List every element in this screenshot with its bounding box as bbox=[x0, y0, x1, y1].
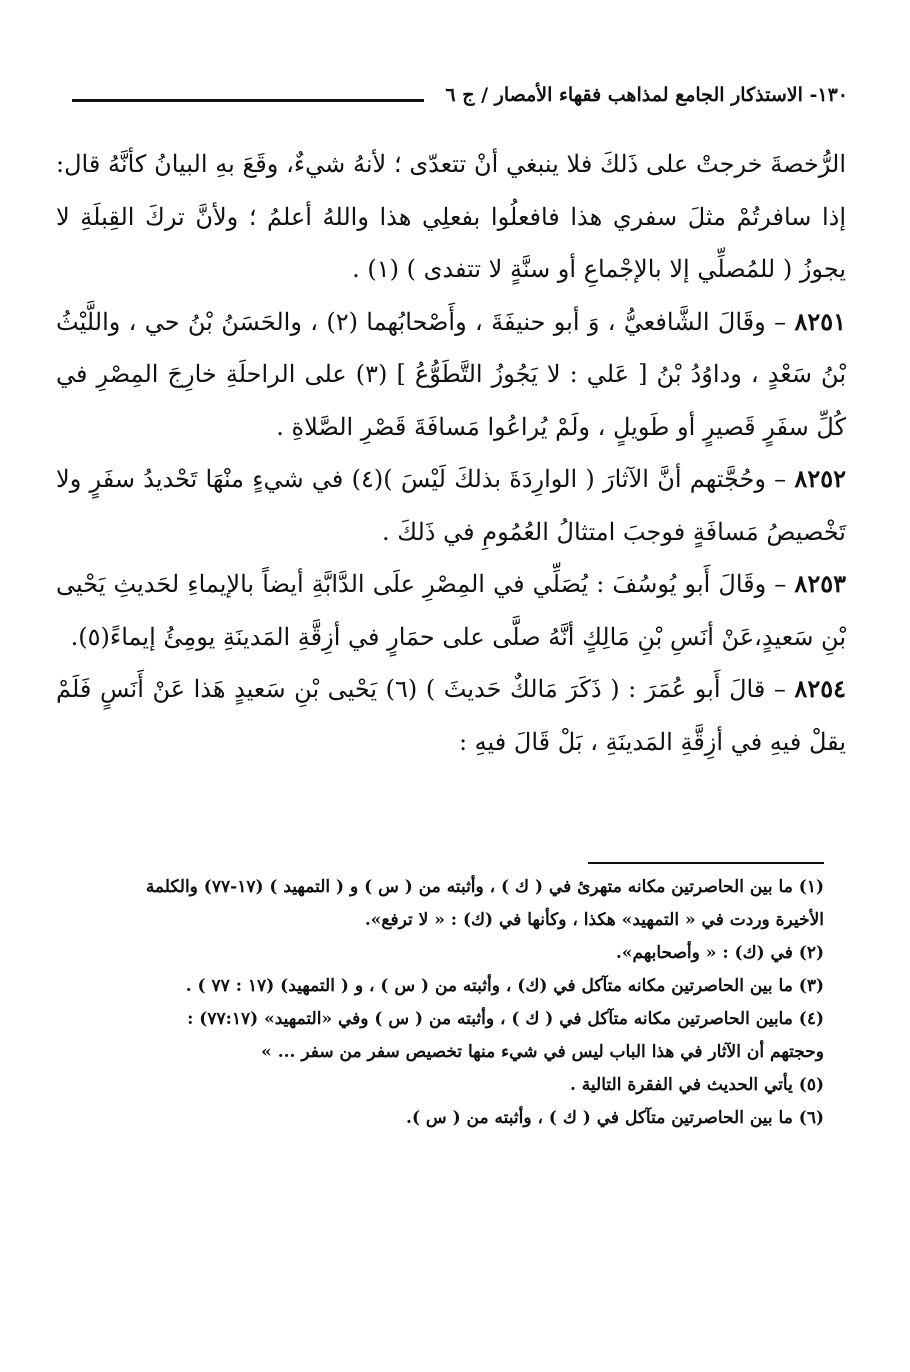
footnote-4-continuation: وحجتهم أن الآثار في هذا الباب ليس في شيء منها تخصيص سفر من سفر ... » bbox=[261, 1042, 824, 1062]
footnote-2: (٢) في (ك) : « وأصحابهم». bbox=[615, 943, 824, 963]
footnote-6: (٦) ما بين الحاصرتين متآكل في ( ك ) ، وأثبته من ( س ). bbox=[406, 1108, 824, 1128]
paragraph-number: ٨٢٥٤ bbox=[794, 674, 846, 703]
paragraph-8253 bbox=[56, 558, 846, 663]
dash: – bbox=[766, 570, 787, 598]
main-text bbox=[56, 138, 846, 768]
footnote-1: (١) ما بين الحاصرتين مكانه متهرئ في ( ك ) ، وأثبته من ( س ) و ( التمهيد ) (١٧-٧٧) والكلمة bbox=[145, 877, 824, 897]
footnote-1-continuation: الأخيرة وردت في « التمهيد» هكذا ، وكأنها في (ك) : « لا ترفع». bbox=[364, 910, 824, 930]
running-header: ١٣٠- الاستذكار الجامع لمذاهب فقهاء الأمصار / ج ٦ bbox=[445, 84, 848, 106]
dash: – bbox=[765, 465, 787, 493]
footnotes bbox=[64, 872, 824, 1136]
header-rule bbox=[72, 99, 424, 102]
footnote-4: (٤) مابين الحاصرتين مكانه متآكل في ( ك ) ، وأثبته من ( س ) وفي «التمهيد» (٧٧:١٧) : bbox=[187, 1009, 824, 1029]
paragraph-text: وحُجَّتهم أنَّ الآثارَ ( الوارِدَةَ بذلكَ لَيْسَ )(٤) في شيءٍ منْهَا تَحْديدُ سفَرٍ ولا تَخْصيصُ مَسافَةٍ فوجبَ امتثالُ العُمُومِ في ذَلكَ . bbox=[56, 465, 846, 546]
paragraph-number: ٨٢٥١ bbox=[794, 306, 846, 336]
paragraph-continuation: الرُّخصةَ خرجتْ على ذَلكَ فلا ينبغي أنْ تتعدّى ؛ لأنهُ شيءٌ، وقَعَ بهِ البيانُ كأنَّهُ قال: إذا سافرتُمْ مثلَ سفري هذا فافعلُوا بفعلِي هذا واللهُ أعلمُ ؛ ولأنَّ تركَ القِبلَةِ لا يجوزُ ( للمُصلِّي إلا بالإجْماعِ أو سنَّةٍ لا تتفدى ) (١) . bbox=[56, 150, 846, 283]
paragraph-text: قالَ أَبو عُمَرَ : ( ذَكَرَ مَالكٌ حَديثَ ) (٦) يَحْيى بْنِ سَعيدٍ هَذا عَنْ أَنَسٍ فَلَمْ يقلْ فيهِ في أزِقَّةِ المَدينَةِ ، بَلْ قَالَ فيهِ : bbox=[56, 675, 846, 756]
footnote-3: (٣) ما بين الحاصرتين مكانه متآكل في (ك) ، وأثبته من ( س ) ، و ( التمهيد) (١٧ : ٧٧ ) . bbox=[185, 976, 824, 996]
dash: – bbox=[765, 307, 787, 336]
paragraph-number: ٨٢٥٣ bbox=[794, 569, 846, 598]
paragraph-8251 bbox=[56, 296, 846, 454]
paragraph-text: وقَالَ أَبو يُوسُفَ : يُصَلِّي في المِصْرِ علَى الدَّابَّةِ أيضاً بالإيماءِ لحَديثِ يَحْيى بْنِ سَعيدٍ،عَنْ أنَسِ بْنِ مَالِكٍ أنَّهُ صلَّى على حمَارٍ في أزِقَّةِ المَدينَةِ يومِئُ إيماءً(٥). bbox=[56, 570, 846, 651]
dash: – bbox=[765, 675, 786, 703]
paragraph-number: ٨٢٥٢ bbox=[794, 464, 846, 493]
paragraph-text: وقَالَ الشَّافعيُّ ، وَ أبو حنيفَةَ ، وأَصْحابُهما (٢) ، والحَسَنُ بْنُ حي ، واللَّيْثُ بْنُ سَعْدٍ ، وداوُدُ بْنُ [ عَلي : لا يَجُوزُ التَّطَوُّعُ ] (٣) على الراحلَةِ خارِجَ المِصْرِ في كُلِّ سفَرٍ قَصيرٍ أو طَويلٍ ، ولَمْ يُراعُوا مَسافَةَ قَصْرِ الصَّلاةِ . bbox=[56, 307, 846, 441]
footnote-rule bbox=[588, 862, 824, 864]
footnote-5: (٥) يأتي الحديث في الفقرة التالية . bbox=[569, 1075, 824, 1095]
paragraph-8252 bbox=[56, 453, 846, 558]
paragraph-8254 bbox=[56, 663, 846, 768]
